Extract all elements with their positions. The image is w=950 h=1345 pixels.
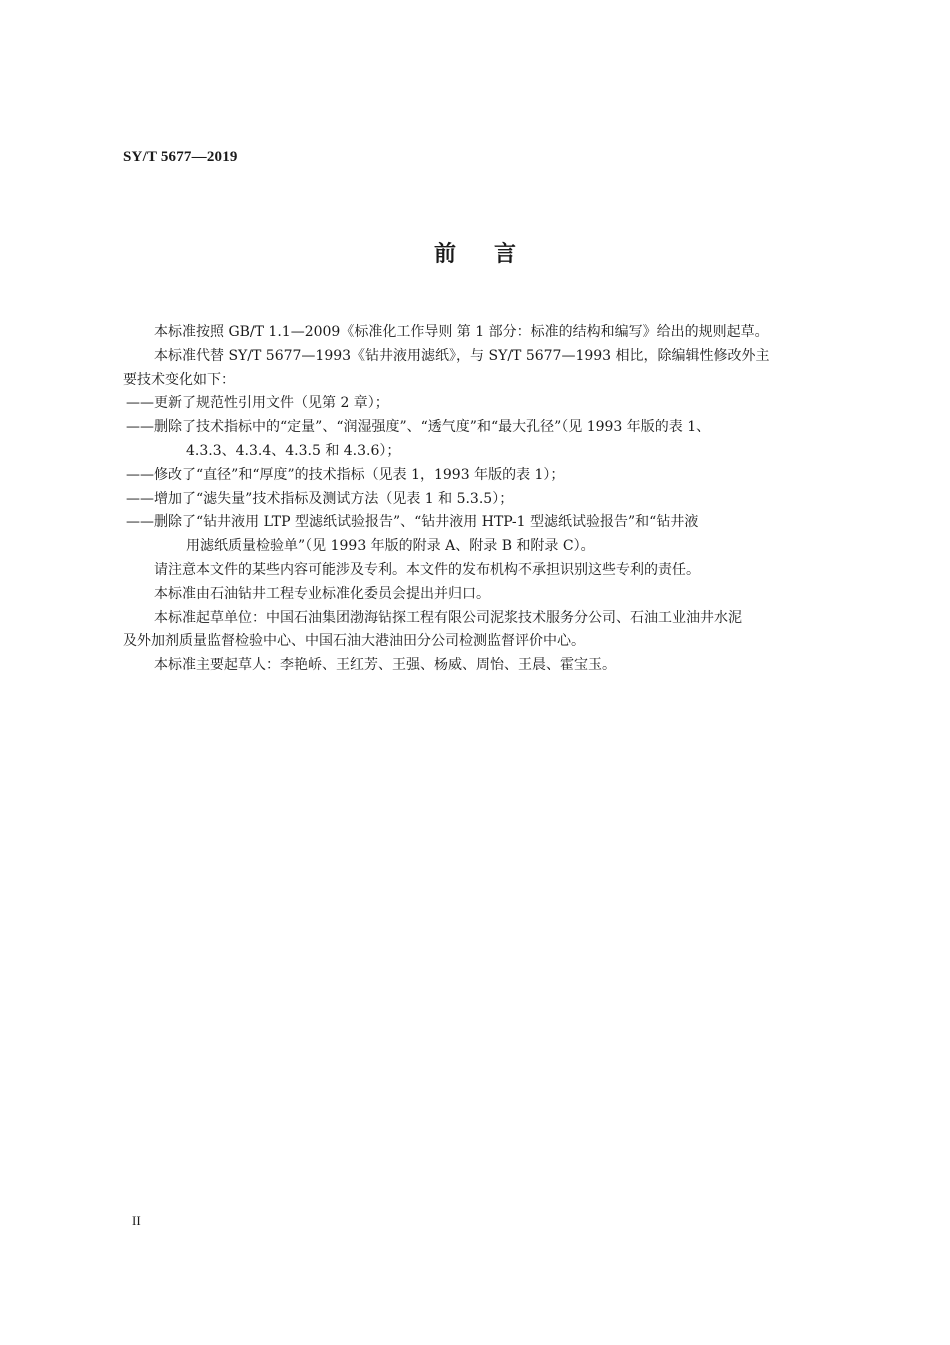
change-item-5: ——删除了“钻井液用 LTP 型滤纸试验报告”、“钻井液用 HTP-1 型滤纸试验报告”和“钻井液 bbox=[126, 514, 699, 531]
paragraph-drafting-units: 本标准起草单位：中国石油集团渤海钻探工程有限公司泥浆技术服务分公司、石油工业油井水泥 bbox=[154, 609, 742, 626]
change-item-1: ——更新了规范性引用文件（见第 2 章）； bbox=[126, 395, 389, 412]
paragraph-patent-notice: 请注意本文件的某些内容可能涉及专利。本文件的发布机构不承担识别这些专利的责任。 bbox=[154, 561, 700, 578]
change-item-5-cont: 用滤纸质量检验单”（见 1993 年版的附录 A、附录 B 和附录 C）。 bbox=[186, 538, 595, 555]
change-item-3: ——修改了“直径”和“厚度”的技术指标（见表 1，1993 年版的表 1）； bbox=[126, 466, 565, 483]
paragraph-proposer: 本标准由石油钻井工程专业标准化委员会提出并归口。 bbox=[154, 585, 490, 602]
paragraph-drafting-rules: 本标准按照 GB/T 1.1—2009《标准化工作导则 第 1 部分：标准的结构和编写》给出的规则起草。 bbox=[154, 324, 769, 340]
paragraph-drafting-units-cont: 及外加剂质量监督检验中心、中国石油大港油田分公司检测监督评价中心。 bbox=[123, 633, 585, 650]
page-title: 前言 bbox=[433, 242, 554, 267]
page-number: II bbox=[132, 1213, 141, 1228]
paragraph-replacement: 本标准代替 SY/T 5677—1993《钻井液用滤纸》，与 SY/T 5677—1993 相比，除编辑性修改外主 bbox=[154, 347, 770, 364]
change-item-2: ——删除了技术指标中的“定量”、“润湿强度”、“透气度”和“最大孔径”（见 1993 年版的表 1、 bbox=[126, 419, 711, 436]
paragraph-replacement-cont: 要技术变化如下： bbox=[123, 371, 235, 388]
foreword-body bbox=[123, 321, 823, 678]
change-item-2-cont: 4.3.3、4.3.4、4.3.5 和 4.3.6）； bbox=[186, 442, 401, 459]
standard-code: SY/T 5677—2019 bbox=[123, 149, 238, 165]
change-item-4: ——增加了“滤失量”技术指标及测试方法（见表 1 和 5.3.5）； bbox=[126, 490, 514, 507]
paragraph-drafters: 本标准主要起草人：李艳峤、王红芳、王强、杨威、周怡、王晨、霍宝玉。 bbox=[154, 657, 616, 674]
